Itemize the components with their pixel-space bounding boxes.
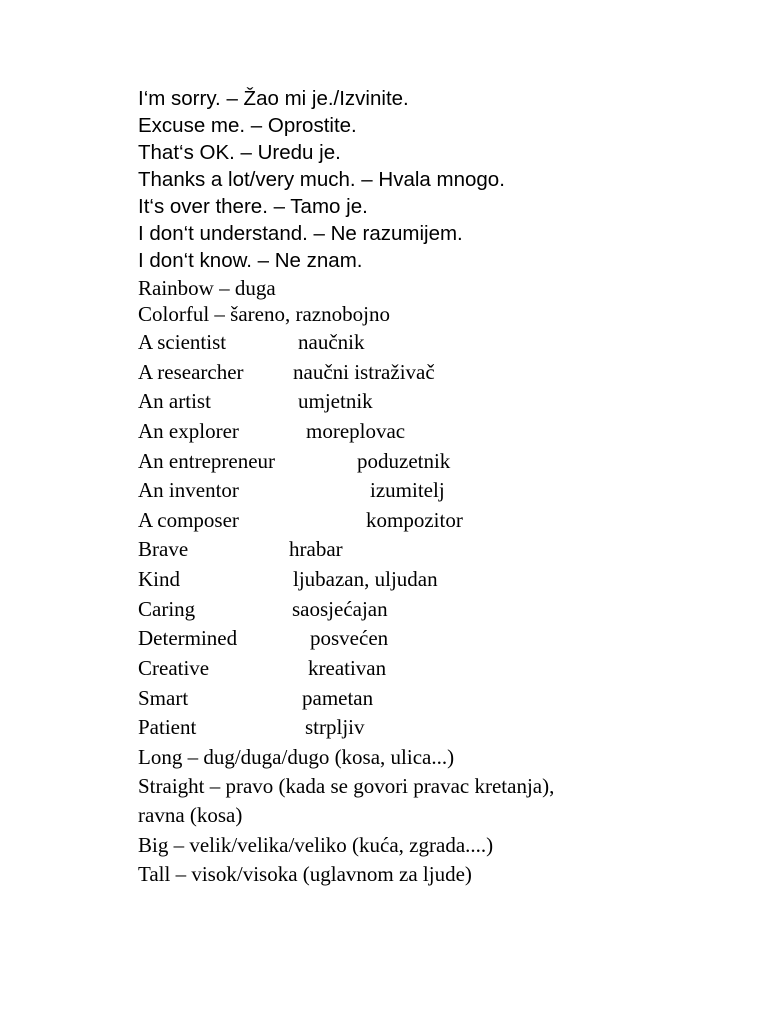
vocab-row [138,451,638,475]
vocab-translation: umjetnik [298,389,373,413]
vocab-term: An inventor [138,478,239,502]
vocab-translation: ljubazan, uljudan [293,567,438,591]
vocab-term: An artist [138,389,211,413]
vocab-translation: poduzetnik [357,449,451,473]
description-line: Long – dug/duga/dugo (kosa, ulica...) [138,745,455,769]
vocab-row [138,332,638,356]
description-line: Straight – pravo (kada se govori pravac kretanja), [138,774,555,798]
phrase-line: I‘m sorry. – Žao mi je./Izvinite. [138,87,409,110]
vocab-row [138,658,638,682]
vocab-term: A scientist [138,330,227,354]
definition-line: Rainbow – duga [138,276,276,300]
vocab-row [138,688,638,712]
vocab-row [138,480,638,504]
vocab-row [138,717,638,741]
vocab-row [138,421,638,445]
vocab-translation: strpljiv [305,715,365,739]
vocab-row [138,599,638,623]
phrase-line: It‘s over there. – Tamo je. [138,195,368,218]
phrase-line: I don‘t know. – Ne znam. [138,249,363,272]
vocab-translation: naučnik [298,330,365,354]
vocab-translation: kreativan [308,656,387,680]
vocab-translation: kompozitor [366,508,463,532]
vocab-translation: naučni istraživač [293,360,435,384]
vocab-row [138,362,638,386]
vocab-term: Creative [138,656,210,680]
vocab-translation: hrabar [289,537,343,561]
vocab-term: Smart [138,686,189,710]
vocab-row [138,628,638,652]
description-line: Big – velik/velika/veliko (kuća, zgrada....) [138,833,494,857]
vocab-translation: pametan [302,686,374,710]
phrase-line: That‘s OK. – Uredu je. [138,141,341,164]
vocab-term: An explorer [138,419,239,443]
definition-line: Colorful – šareno, raznobojno [138,302,390,326]
phrase-line: Excuse me. – Oprostite. [138,114,357,137]
vocab-row [138,569,638,593]
vocab-row [138,391,638,415]
vocab-term: Determined [138,626,238,650]
vocab-row [138,510,638,534]
vocab-translation: posvećen [310,626,389,650]
vocab-row [138,539,638,563]
vocab-translation: izumitelj [370,478,445,502]
vocab-term: An entrepreneur [138,449,276,473]
description-line: Tall – visok/visoka (uglavnom za ljude) [138,862,472,886]
vocab-term: A researcher [138,360,244,384]
vocab-translation: saosjećajan [292,597,388,621]
vocab-term: Brave [138,537,189,561]
vocab-term: A composer [138,508,239,532]
vocab-translation: moreplovac [306,419,406,443]
vocab-term: Patient [138,715,197,739]
vocab-term: Kind [138,567,180,591]
phrase-line: I don‘t understand. – Ne razumijem. [138,222,463,245]
description-line: ravna (kosa) [138,803,243,827]
phrase-line: Thanks a lot/very much. – Hvala mnogo. [138,168,505,191]
vocab-term: Caring [138,597,196,621]
